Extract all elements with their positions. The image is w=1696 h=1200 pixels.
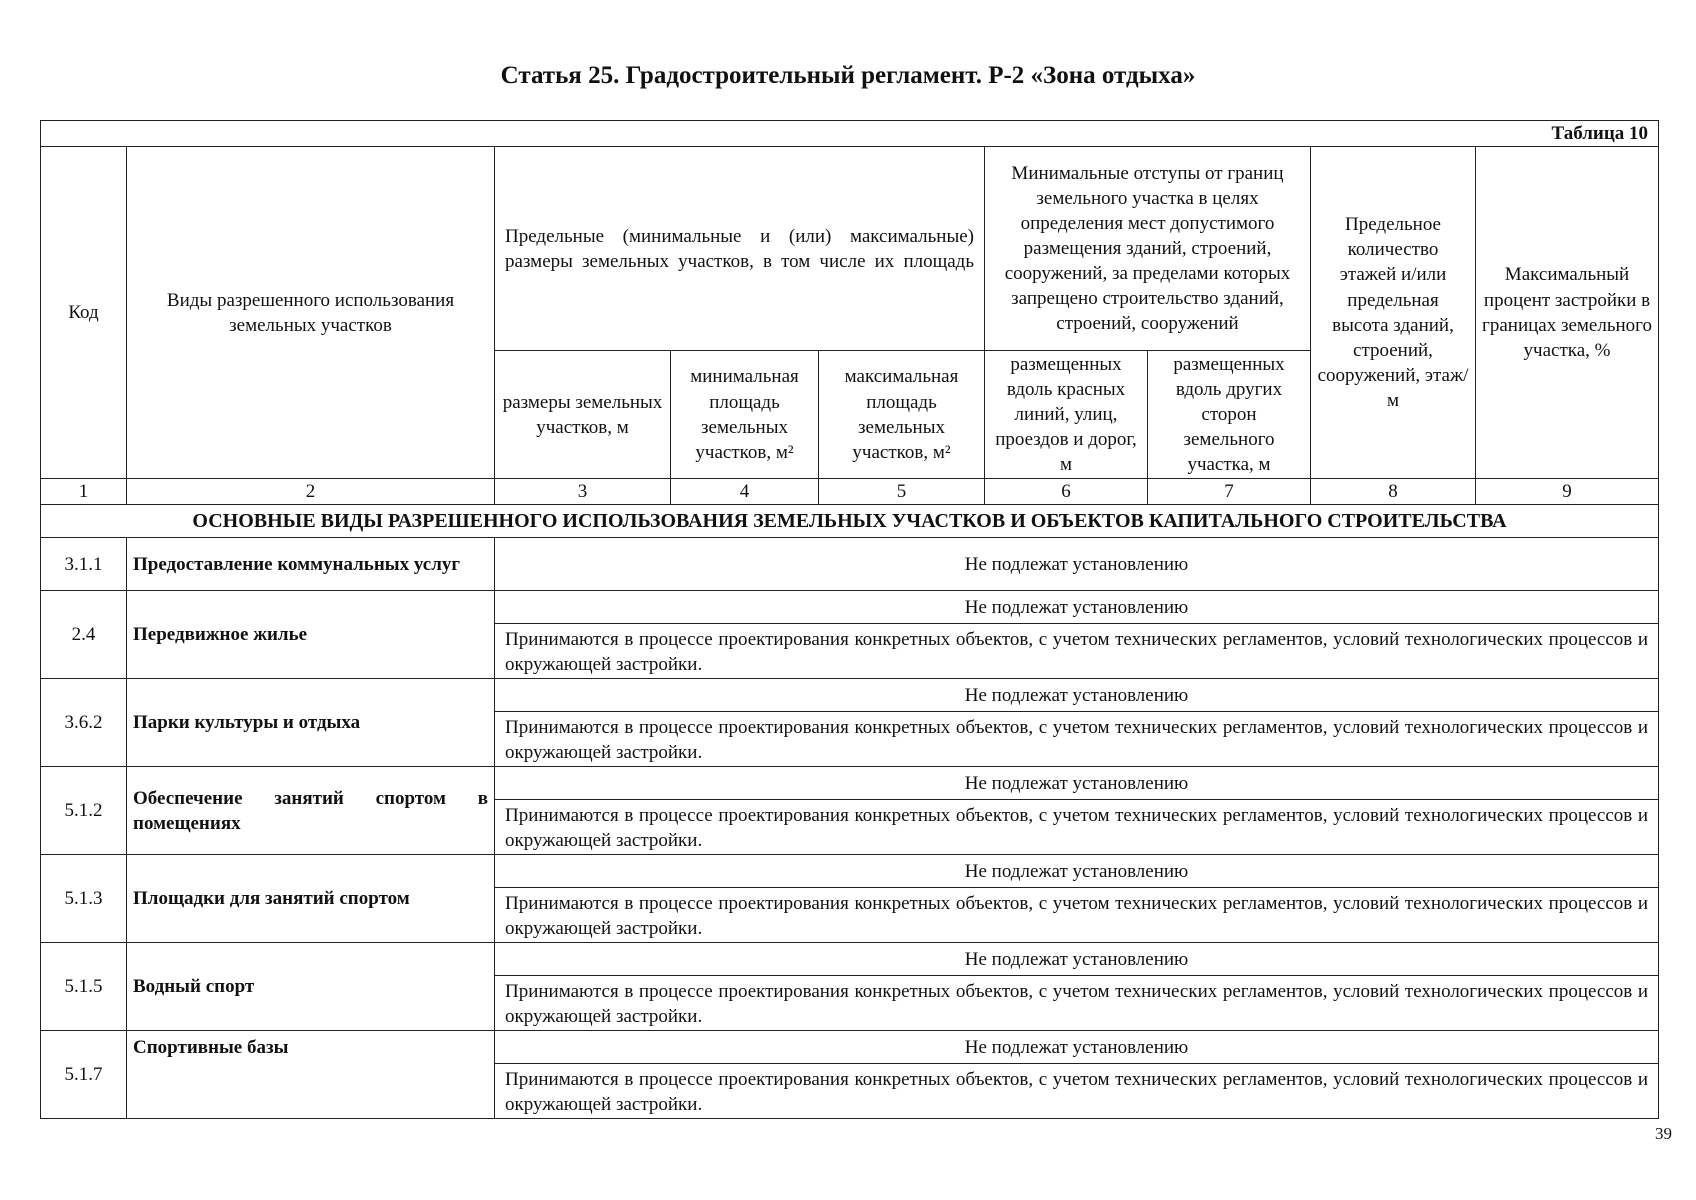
row-accepted: Принимаются в процессе проектирования конкретных объектов, с учетом технических регламентов, условий технологических процессов и окружающей застройки. <box>495 712 1659 767</box>
table-row <box>41 538 1659 591</box>
header-sub-red-lines: размещенных вдоль красных линий, улиц, проездов и дорог, м <box>985 351 1148 479</box>
row-code: 5.1.2 <box>41 767 127 855</box>
row-not-set: Не подлежат установлению <box>495 943 1659 976</box>
column-number: 6 <box>985 479 1148 505</box>
header-max-coverage: Максимальный процент застройки в границах земельного участка, % <box>1476 147 1659 479</box>
row-name: Спортивные базы <box>127 1031 495 1119</box>
row-name: Передвижное жилье <box>127 591 495 679</box>
table-row <box>41 855 1659 888</box>
header-setbacks-group: Минимальные отступы от границ земельного участка в целях определения мест допустимого размещения зданий, строений, сооружений, за пределами которых запрещено строительство зданий, строений, сооружений <box>985 147 1311 351</box>
column-number: 3 <box>495 479 671 505</box>
header-sub-min-area: минимальная площадь земельных участков, м² <box>671 351 819 479</box>
header-sub-sizes: размеры земельных участков, м <box>495 351 671 479</box>
header-sub-max-area: максимальная площадь земельных участков, м² <box>819 351 985 479</box>
row-not-set: Не подлежат установлению <box>495 538 1659 591</box>
row-code: 5.1.7 <box>41 1031 127 1119</box>
row-not-set: Не подлежат установлению <box>495 767 1659 800</box>
column-number: 2 <box>127 479 495 505</box>
page-number: 39 <box>1655 1124 1672 1143</box>
row-accepted: Принимаются в процессе проектирования конкретных объектов, с учетом технических регламентов, условий технологических процессов и окружающей застройки. <box>495 888 1659 943</box>
header-code: Код <box>41 147 127 479</box>
table-row <box>41 591 1659 624</box>
header-plot-sizes-group: Предельные (минимальные и (или) максимальные) размеры земельных участков, в том числе их площадь <box>495 147 985 351</box>
column-number: 9 <box>1476 479 1659 505</box>
column-number: 7 <box>1148 479 1311 505</box>
row-name: Обеспечение занятий спортом в помещениях <box>127 767 495 855</box>
row-accepted: Принимаются в процессе проектирования конкретных объектов, с учетом технических регламентов, условий технологических процессов и окружающей застройки. <box>495 976 1659 1031</box>
row-name: Парки культуры и отдыха <box>127 679 495 767</box>
row-code: 2.4 <box>41 591 127 679</box>
row-not-set: Не подлежат установлению <box>495 591 1659 624</box>
column-number: 4 <box>671 479 819 505</box>
row-accepted: Принимаются в процессе проектирования конкретных объектов, с учетом технических регламентов, условий технологических процессов и окружающей застройки. <box>495 1064 1659 1119</box>
header-use-types: Виды разрешенного использования земельных участков <box>127 147 495 479</box>
row-not-set: Не подлежат установлению <box>495 679 1659 712</box>
table-row <box>41 767 1659 800</box>
row-code: 5.1.3 <box>41 855 127 943</box>
header-sub-other-sides: размещенных вдоль других сторон земельного участка, м <box>1148 351 1311 479</box>
row-not-set: Не подлежат установлению <box>495 855 1659 888</box>
row-name: Предоставление коммунальных услуг <box>127 538 495 591</box>
row-accepted: Принимаются в процессе проектирования конкретных объектов, с учетом технических регламентов, условий технологических процессов и окружающей застройки. <box>495 800 1659 855</box>
regulation-table <box>40 120 1659 1119</box>
section-title: ОСНОВНЫЕ ВИДЫ РАЗРЕШЕННОГО ИСПОЛЬЗОВАНИЯ ЗЕМЕЛЬНЫХ УЧАСТКОВ И ОБЪЕКТОВ КАПИТАЛЬНОГО СТРОИТЕЛЬСТВА <box>41 505 1659 538</box>
row-code: 5.1.5 <box>41 943 127 1031</box>
column-number: 1 <box>41 479 127 505</box>
row-accepted: Принимаются в процессе проектирования конкретных объектов, с учетом технических регламентов, условий технологических процессов и окружающей застройки. <box>495 624 1659 679</box>
table-row <box>41 679 1659 712</box>
column-number: 5 <box>819 479 985 505</box>
row-name: Водный спорт <box>127 943 495 1031</box>
table-number: Таблица 10 <box>41 121 1659 147</box>
page-title: Статья 25. Градостроительный регламент. Р-2 «Зона отдыха» <box>500 62 1196 89</box>
table-row <box>41 1031 1659 1064</box>
row-code: 3.1.1 <box>41 538 127 591</box>
row-name: Площадки для занятий спортом <box>127 855 495 943</box>
row-code: 3.6.2 <box>41 679 127 767</box>
column-number: 8 <box>1311 479 1476 505</box>
header-floors: Предельное количество этажей и/или предельная высота зданий, строений, сооружений, этаж/м <box>1311 147 1476 479</box>
row-not-set: Не подлежат установлению <box>495 1031 1659 1064</box>
table-row <box>41 943 1659 976</box>
column-numbers-row <box>41 479 1659 505</box>
